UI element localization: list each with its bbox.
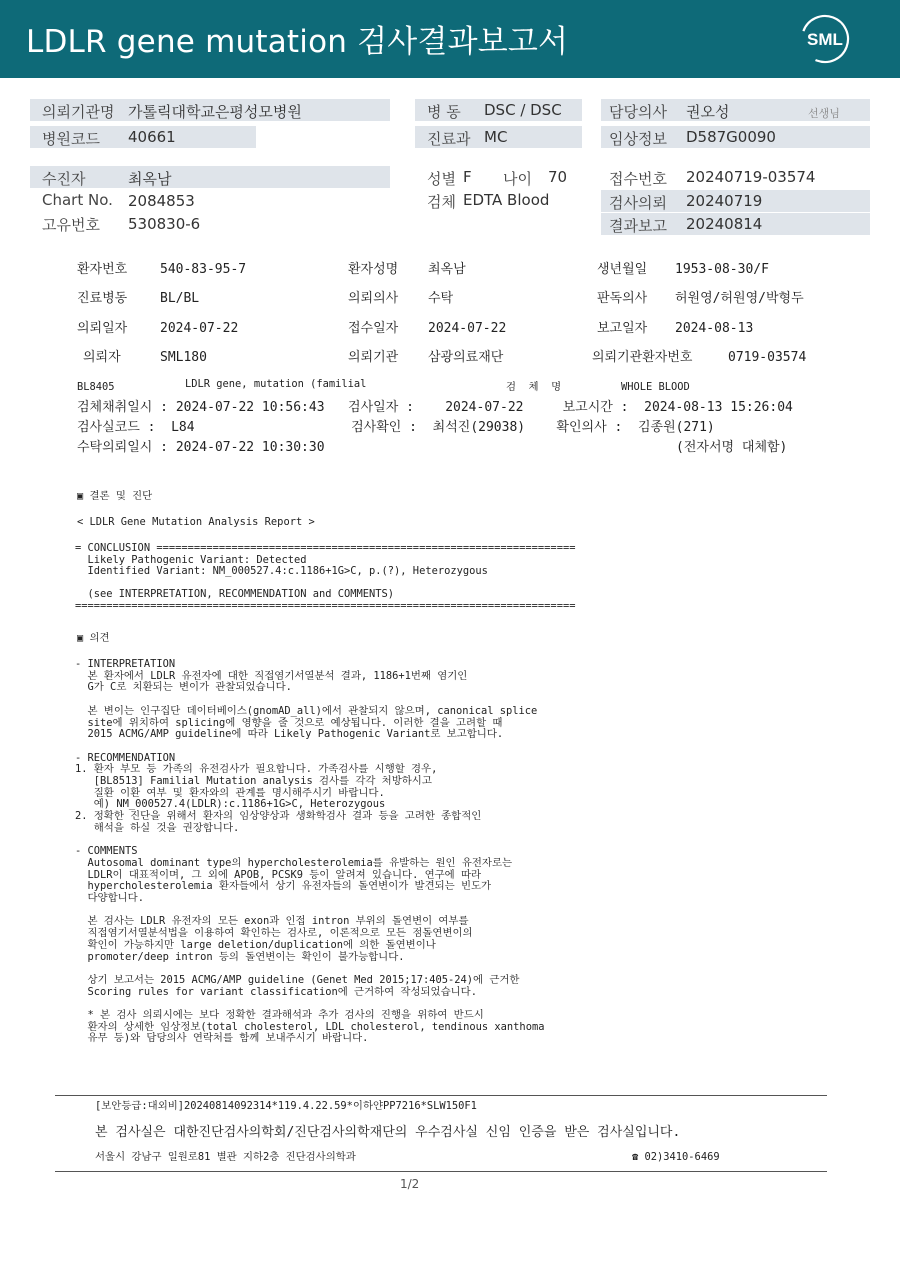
opinion-line: 예) NM_000527.4(LDLR):c.1186+1G>C, Heterozygous — [75, 798, 386, 811]
conclusion-line: ================================================================================ — [75, 600, 576, 612]
footer-divider-top — [55, 1095, 827, 1096]
sub-r1-label3: 생년월일 — [597, 262, 648, 277]
opinion-line: - INTERPRETATION — [75, 658, 176, 670]
sub-r4-val2: 삼광의료재단 — [428, 350, 504, 365]
analysis-report-title: < LDLR Gene Mutation Analysis Report > — [77, 516, 315, 528]
hospital-label: 의뢰기관명 — [42, 103, 115, 121]
doctor-suffix: 선생님 — [808, 107, 840, 120]
sub-r1-val1: 540-83-95-7 — [160, 262, 247, 277]
patient-value: 최옥남 — [128, 170, 172, 188]
ward-value: DSC / DSC — [484, 101, 562, 119]
chart-label: Chart No. — [42, 191, 113, 209]
section-opinion-heading: ▣ 의견 — [77, 632, 110, 644]
receipt-value: 20240719-03574 — [686, 168, 816, 186]
patient-label: 수진자 — [42, 170, 86, 188]
specimen-label: 검체 — [427, 193, 456, 211]
opinion-line: Autosomal dominant type의 hypercholesterolemia를 유발하는 원인 유전자로는 — [75, 856, 513, 869]
sub-r4-label3: 의뢰기관환자번호 — [592, 350, 693, 365]
footer-divider-bottom — [55, 1171, 827, 1172]
test-line2: 검사실코드 : L84 검사확인 : 최석진(29038) 확인의사 : 김종원(271) — [77, 420, 715, 435]
svg-text:SML: SML — [807, 30, 843, 49]
opinion-line: - COMMENTS — [75, 845, 138, 858]
specimen-value: EDTA Blood — [463, 191, 550, 209]
request-value: 20240719 — [686, 192, 763, 210]
sub-r3-val1: 2024-07-22 — [160, 321, 239, 336]
sub-r4-label2: 의뢰기관 — [348, 350, 399, 365]
sub-r3-label1: 의뢰일자 — [77, 321, 128, 336]
receipt-label: 접수번호 — [609, 170, 667, 188]
opinion-line: 1. 환자 부모 등 가족의 유전검사가 필요합니다. 가족검사를 시행할 경우, — [75, 763, 438, 776]
opinion-line: 본 환자에서 LDLR 유전자에 대한 직접염기서열분석 결과, 1186+1번째 염기인 — [75, 669, 468, 682]
opinion-line: site에 위치하여 splicing에 영향을 줄 것으로 예상됩니다. 이러한 결을 고려할 때 — [75, 716, 503, 729]
opinion-line: 유무 등)와 담당의사 연락처를 함께 보내주시기 바랍니다. — [75, 1032, 369, 1045]
sub-r4-val1: SML180 — [160, 350, 207, 365]
sub-r2-val2: 수탁 — [428, 291, 454, 306]
opinion-line: LDLR이 대표적이며, 그 외에 APOB, PCSK9 등이 알려져 있습니다. 연구에 따라 — [75, 868, 482, 881]
request-label: 검사의뢰 — [609, 194, 667, 212]
ward-label: 병 동 — [427, 103, 461, 121]
sub-r2-label3: 판독의사 — [597, 291, 648, 306]
opinion-line: 다양합니다. — [75, 892, 144, 904]
opinion-line: 환자의 상세한 임상정보(total cholesterol, LDL cholesterol, tendinous xanthoma — [75, 1020, 545, 1033]
sub-r3-val3: 2024-08-13 — [675, 321, 754, 336]
opinion-line: 확인이 가능하지만 large deletion/duplication에 의한 돌연변이나 — [75, 938, 436, 951]
page-number: 1/2 — [400, 1177, 420, 1191]
opinion-line: 직접염기서열분석법을 이용하여 확인하는 검사로, 이론적으로 모든 점돌연변이의 — [75, 927, 473, 940]
doctor-value: 권오성 — [686, 103, 730, 121]
sub-r1-label1: 환자번호 — [77, 262, 128, 277]
opinion-line: Scoring rules for variant classification에 근거하여 작성되었습니다. — [75, 985, 477, 998]
sub-r1-val3: 1953-08-30/F — [675, 262, 769, 277]
report-title: LDLR gene mutation 검사결과보고서 — [26, 24, 569, 60]
sub-r3-label2: 접수일자 — [348, 321, 399, 336]
clinical-label: 임상정보 — [609, 130, 667, 148]
opinion-line: * 본 검사 의뢰시에는 보다 정확한 결과해석과 추가 검사의 진행을 위하여 반드시 — [75, 1009, 484, 1021]
opinion-line: 본 검사는 LDLR 유전자의 모든 exon과 인접 intron 부위의 돌연변이 여부를 — [75, 915, 469, 928]
age-label: 나이 — [503, 170, 532, 188]
code-label: 병원코드 — [42, 130, 100, 148]
test-line1: 검체채취일시 : 2024-07-22 10:56:43 검사일자 : 2024-07-22 보고시간 : 2024-08-13 15:26:04 — [77, 400, 793, 415]
report-value: 20240814 — [686, 215, 763, 233]
conclusion-line: = CONCLUSION =================================================================== — [75, 542, 576, 554]
section-conclusion-heading: ▣ 결론 및 진단 — [77, 490, 153, 502]
sub-r2-val1: BL/BL — [160, 291, 200, 306]
test-specimen-label: 검 체 명 — [506, 381, 562, 393]
opinion-line: 본 변이는 인구집단 데이터베이스(gnomAD_all)에서 관찰되지 않으며, canonical splice — [75, 704, 538, 717]
conclusion-line: Likely Pathogenic Variant: Detected — [75, 553, 307, 566]
code-value: 40661 — [128, 128, 176, 146]
dept-label: 진료과 — [427, 130, 471, 148]
opinion-line: [BL8513] Familial Mutation analysis 검사를 각각 처방하시고 — [75, 775, 432, 787]
uid-value: 530830-6 — [128, 215, 201, 233]
opinion-line: hypercholesterolemia 환자들에서 상기 유전자들의 돌연변이가 발견되는 빈도가 — [75, 880, 492, 893]
age-value: 70 — [548, 168, 568, 186]
sub-r3-label3: 보고일자 — [597, 321, 648, 336]
sub-r1-label2: 환자성명 — [348, 262, 399, 277]
opinion-line: 해석을 하실 것을 권장합니다. — [75, 821, 240, 834]
address: 서울시 강남구 일원로81 별관 지하2층 진단검사의학과 — [95, 1151, 356, 1163]
conclusion-line: Identified Variant: NM_000527.4:c.1186+1G>C, p.(?), Heterozygous — [75, 565, 488, 578]
certification-text: 본 검사실은 대한진단검사의학회/진단검사의학재단의 우수검사실 신임 인증을 받은 검사실입니다. — [95, 1125, 681, 1140]
dept-value: MC — [484, 128, 508, 146]
sml-logo — [800, 14, 850, 64]
report-label: 결과보고 — [609, 217, 667, 235]
sub-r4-label1: 의뢰자 — [83, 350, 121, 365]
sub-r1-val2: 최옥남 — [428, 262, 466, 277]
report-header — [0, 0, 900, 78]
conclusion-line: (see INTERPRETATION, RECOMMENDATION and COMMENTS) — [75, 588, 395, 601]
sub-r4-val3: 0719-03574 — [728, 350, 807, 365]
test-code: BL8405 — [77, 381, 115, 393]
sub-r3-val2: 2024-07-22 — [428, 321, 507, 336]
security-line: [보안등급:대외비]20240814092314*119.4.22.59*이하얀PP7216*SLW150F1 — [95, 1100, 477, 1112]
opinion-line: promoter/deep intron 등의 돌연변이는 확인이 불가능합니다. — [75, 950, 405, 963]
sub-r2-val3: 허원영/허원영/박형두 — [675, 291, 804, 306]
test-name: LDLR gene, mutation (familial — [185, 378, 367, 390]
sub-r2-label1: 진료병동 — [77, 291, 128, 306]
opinion-line: - RECOMMENDATION — [75, 751, 176, 764]
esign-note: (전자서명 대체함) — [676, 440, 788, 455]
sex-label: 성별 — [427, 170, 456, 188]
test-specimen: WHOLE BLOOD — [621, 381, 690, 393]
opinion-line: 상기 보고서는 2015 ACMG/AMP guideline (Genet Med 2015;17:405-24)에 근거한 — [75, 973, 520, 986]
doctor-label: 담당의사 — [609, 103, 667, 121]
opinion-line: G가 C로 치환되는 변이가 관찰되었습니다. — [75, 681, 292, 694]
test-line3: 수탁의뢰일시 : 2024-07-22 10:30:30 — [77, 440, 325, 455]
chart-value: 2084853 — [128, 192, 195, 210]
opinion-line: 2. 정확한 진단을 위해서 환자의 임상양상과 생화학검사 결과 등을 고려한 종합적인 — [75, 810, 482, 823]
opinion-line: 2015 ACMG/AMP guideline에 따라 Likely Pathogenic Variant로 보고합니다. — [75, 728, 504, 741]
sub-r2-label2: 의뢰의사 — [348, 291, 399, 306]
uid-label: 고유번호 — [42, 216, 100, 234]
phone: ☎ 02)3410-6469 — [632, 1151, 720, 1163]
clinical-value: D587G0090 — [686, 128, 776, 146]
hospital-value: 가톨릭대학교은평성모병원 — [128, 103, 302, 121]
sex-value: F — [463, 168, 472, 186]
opinion-line: 질환 이환 여부 및 환자와의 관계를 명시해주시기 바랍니다. — [75, 786, 385, 799]
